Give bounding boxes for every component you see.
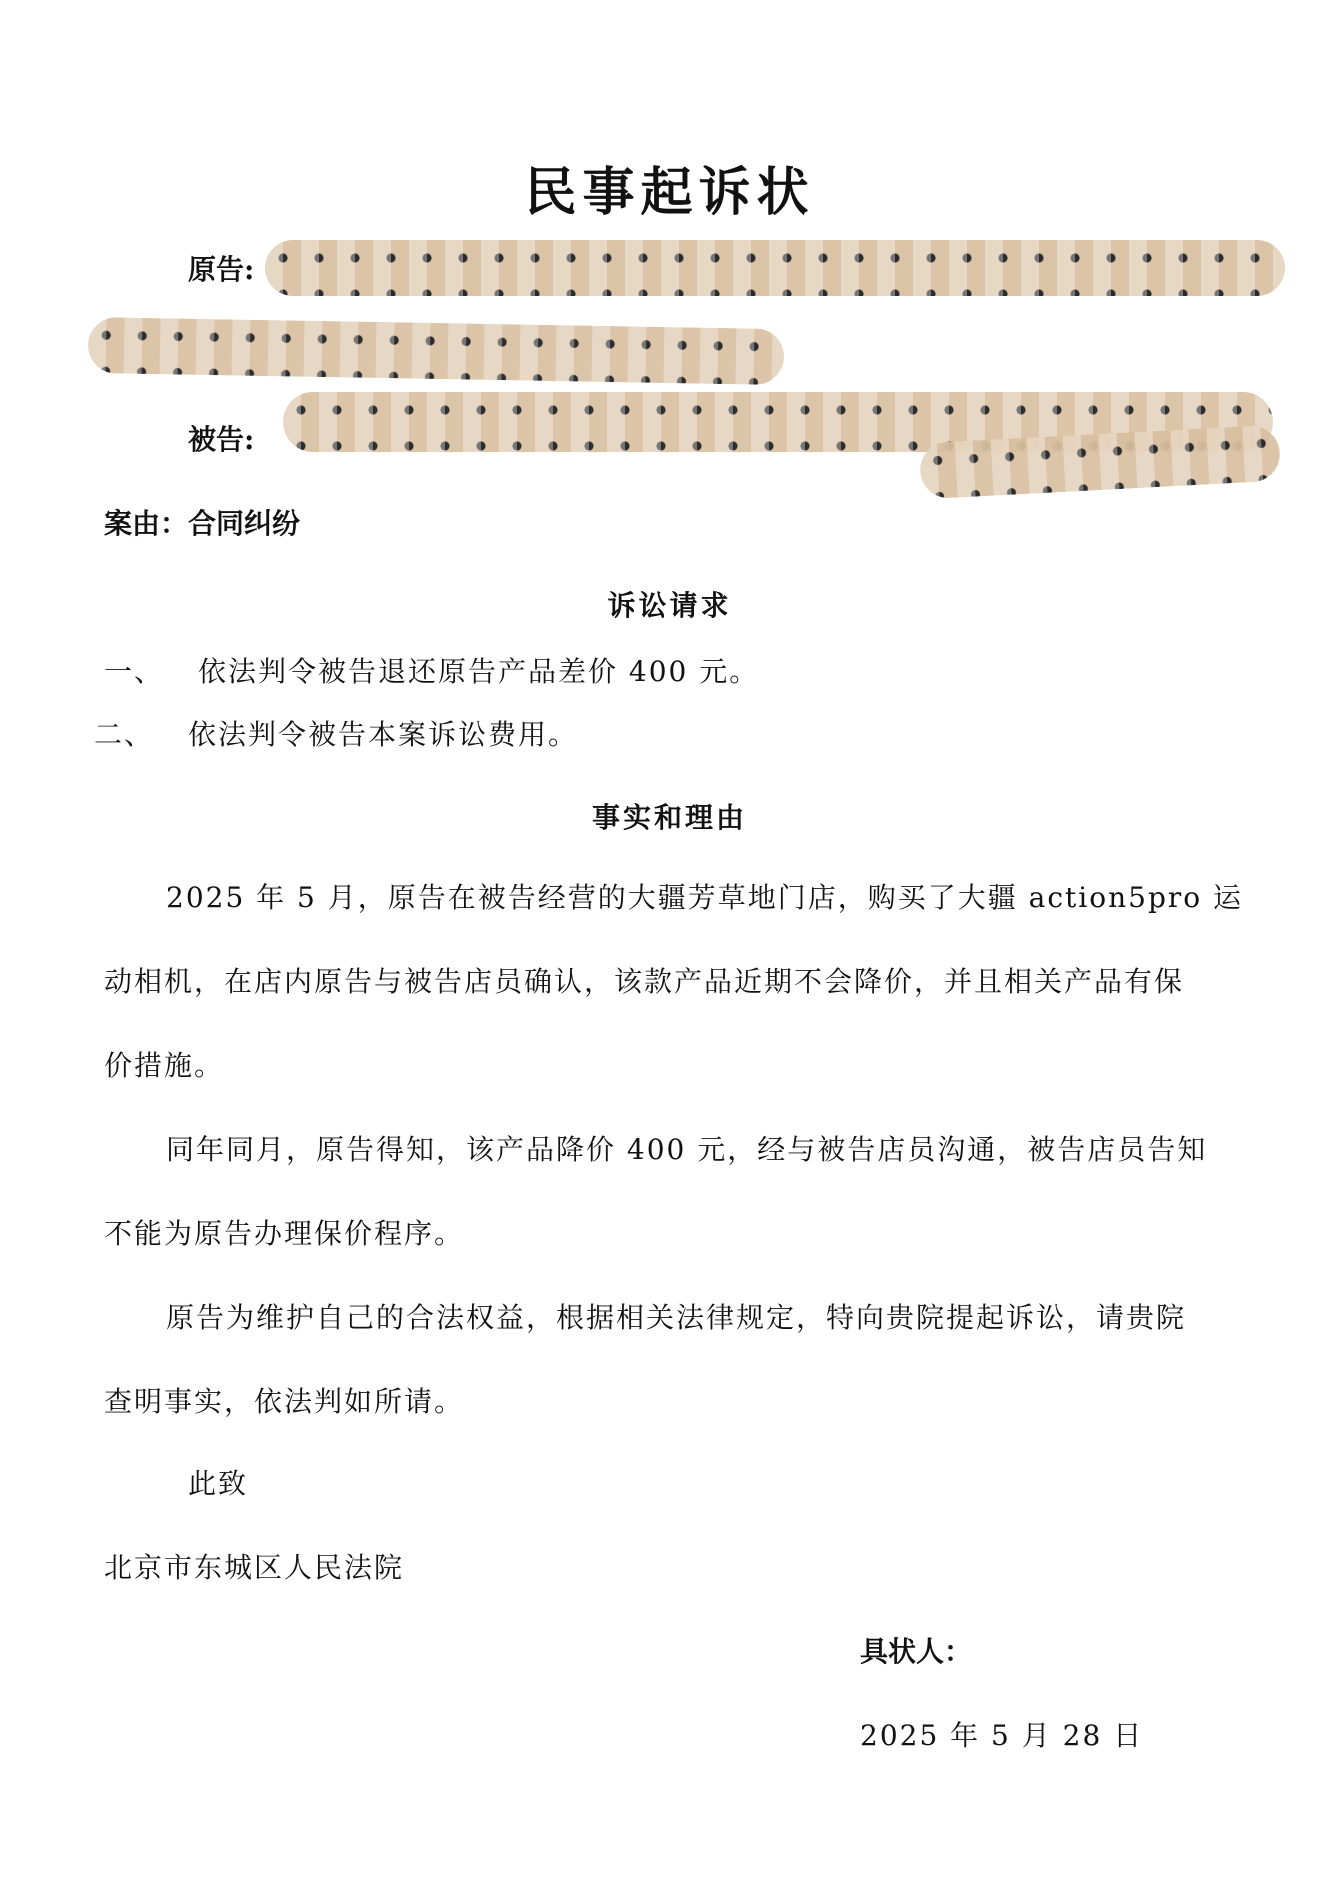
plaintiff-label: 原告: — [188, 253, 255, 286]
cause-of-action: 案由：合同纠纷 — [104, 507, 301, 540]
document-date: 2025 年 5 月 28 日 — [860, 1719, 1144, 1752]
paragraph-line: 同年同月，原告得知，该产品降价 400 元，经与被告店员沟通，被告店员告知 — [166, 1133, 1208, 1166]
signer-label: 具状人： — [860, 1635, 973, 1668]
paragraph-line: 价措施。 — [104, 1049, 225, 1082]
defendant-label: 被告: — [188, 423, 255, 456]
redaction-mark — [265, 240, 1285, 296]
claim-text: 依法判令被告退还原告产品差价 400 元。 — [198, 655, 760, 688]
paragraph-line: 动相机，在店内原告与被告店员确认，该款产品近期不会降价，并且相关产品有保 — [104, 965, 1185, 998]
claims-heading: 诉讼请求 — [607, 589, 732, 622]
claim-text: 依法判令被告本案诉讼费用。 — [188, 718, 579, 751]
paragraph-line: 查明事实，依法判如所请。 — [104, 1385, 465, 1418]
claim-marker: 一、 — [104, 655, 165, 688]
facts-heading: 事实和理由 — [591, 801, 747, 834]
salutation: 此致 — [188, 1467, 249, 1500]
court-name: 北京市东城区人民法院 — [104, 1551, 405, 1584]
paragraph-line: 不能为原告办理保价程序。 — [104, 1217, 465, 1250]
redaction-mark — [88, 317, 785, 385]
document-title: 民事起诉状 — [524, 162, 815, 223]
paragraph-line: 原告为维护自己的合法权益，根据相关法律规定，特向贵院提起诉讼，请贵院 — [166, 1301, 1187, 1334]
paragraph-line: 2025 年 5 月，原告在被告经营的大疆芳草地门店，购买了大疆 action5pro 运 — [166, 881, 1244, 914]
claim-marker: 二、 — [94, 718, 155, 751]
